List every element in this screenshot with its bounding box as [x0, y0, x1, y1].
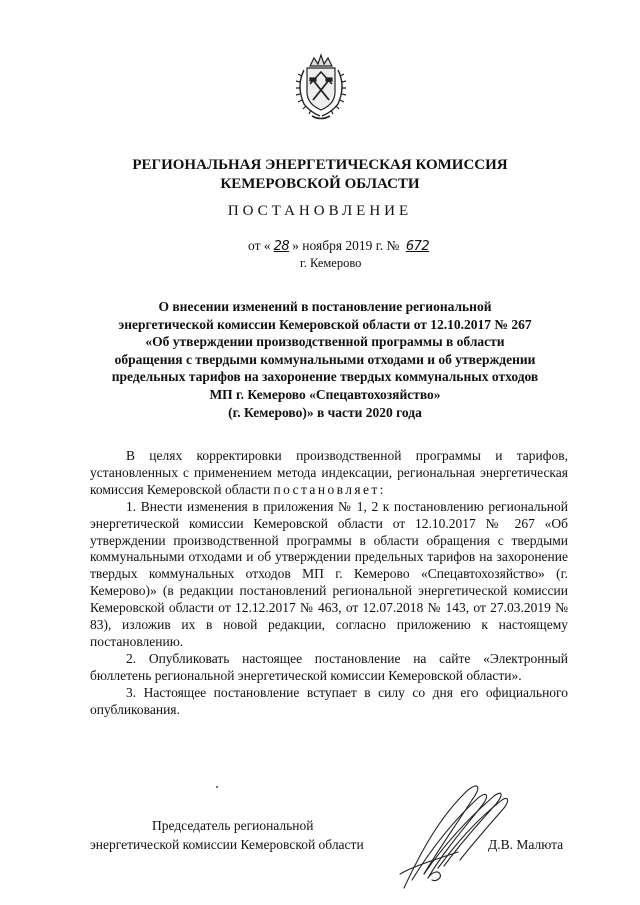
subject-line: «Об утверждении производственной программы в области [145, 334, 505, 350]
document-date [248, 238, 432, 254]
document-number: 672 [405, 239, 430, 254]
resolution-keyword: постановляет: [273, 481, 386, 497]
subject-line: (г. Кемерово)» в части 2020 года [228, 404, 422, 420]
document-subject [80, 298, 570, 421]
item-3: 3. Настоящее постановление вступает в силу со дня его официального опубликования. [90, 684, 568, 717]
org-title-line2: КЕМЕРОВСКОЙ ОБЛАСТИ [220, 176, 420, 192]
subject-line: энергетической комиссии Кемеровской области от 12.10.2017 № 267 [118, 316, 532, 332]
date-prefix: от « [248, 238, 271, 253]
subject-line: предельных тарифов на захоронение твердых коммунальных отходов [111, 369, 539, 385]
date-middle: » ноября 2019 г. № [292, 238, 400, 253]
intro-text: В целях корректировки производственной программы и тарифов, установленных с применением метода индексации, региональная энергетическая комиссия Кемеровской области [90, 448, 568, 497]
signer-position-line2: энергетической комиссии Кемеровской области [90, 837, 364, 852]
intro-paragraph [90, 448, 568, 499]
document-body [90, 448, 568, 719]
org-title-line1: РЕГИОНАЛЬНАЯ ЭНЕРГЕТИЧЕСКАЯ КОМИССИЯ [132, 157, 508, 173]
subject-line: обращения с твердыми коммунальными отходами и об утверждении [114, 351, 536, 367]
document-type: ПОСТАНОВЛЕНИЕ [227, 203, 413, 219]
document-city: г. Кемерово [300, 256, 362, 270]
subject-line: О внесении изменений в постановление региональной [158, 299, 492, 314]
scan-speck [216, 786, 218, 788]
signer-name: Д.В. Малюта [488, 837, 564, 852]
item-2: 2. Опубликовать настоящее постановление на сайте «Электронный бюллетень региональной энергетической комиссии Кемеровской области». [90, 650, 568, 683]
signer-position-line1: Председатель региональной [152, 818, 314, 833]
date-day: 28 [273, 239, 290, 254]
item-1: 1. Внести изменения в приложения № 1, 2 к постановлению региональной энергетической комиссии Кемеровской области от 12.10.2017 № 267 «Об утверждении производственной программы в области обращения с твердыми коммунальными отходами и об утверждении предельных тарифов на захоронение твердых коммунальных отходов МП г. Кемерово «Спецавтохозяйство» (г. Кемерово)» (в редакции постановлений региональной энергетической комиссии Кемеровской области от 12.12.2017 № 463, от 12.07.2018 № 143, от 27.03.2019 № 83), изложив их в новой редакции, согласно приложению к настоящему постановлению. [90, 498, 568, 649]
coat-of-arms-icon [292, 52, 350, 122]
subject-line: МП г. Кемерово «Спецавтохозяйство» [209, 386, 441, 402]
